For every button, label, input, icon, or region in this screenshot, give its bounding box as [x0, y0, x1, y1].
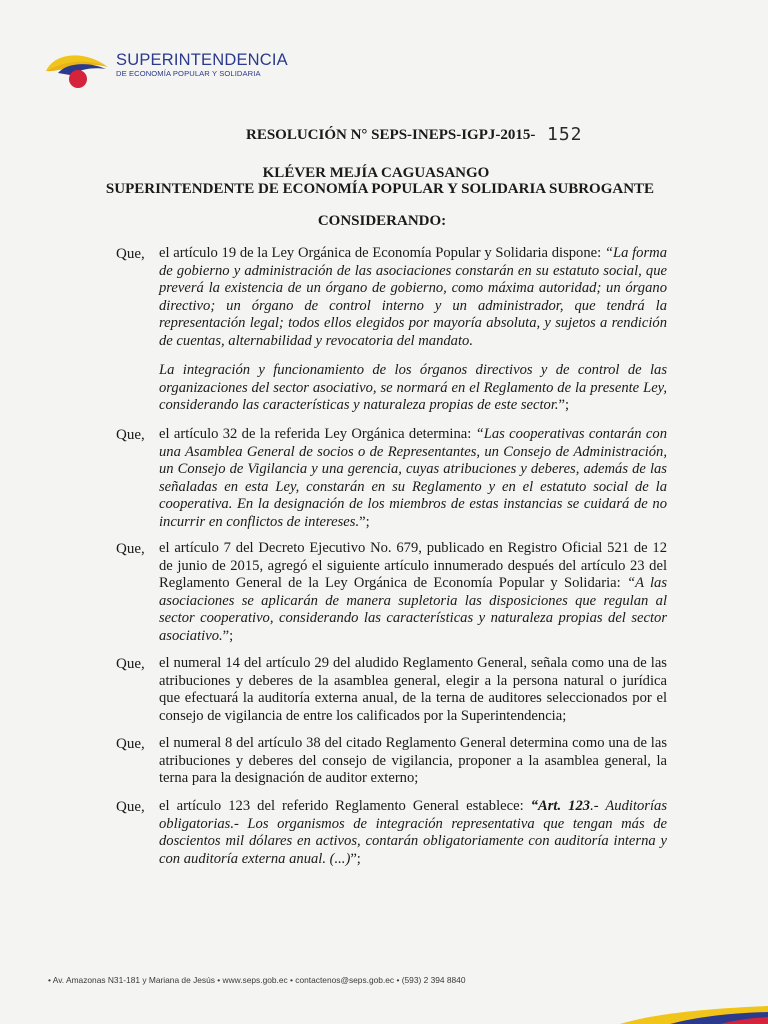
clause-paragraph — [159, 735, 667, 788]
resolution-title: RESOLUCIÓN N° SEPS-INEPS-IGPJ-2015- — [246, 127, 536, 143]
logo-text — [116, 51, 288, 79]
clause-text: el numeral 8 del artículo 38 del citado Reglamento General determina como una de las atribuciones y deberes del consejo de vigilancia, proponer a la asamblea general, la terna para la designación de auditor externo; — [159, 735, 667, 787]
clause-quote-body: .- Auditorías obligatorias.- Los organismos de integración representativa que tengan más de doscientos mil dólares en activos, contarán obligatoriamente con auditoría interna y con auditoría externa anual. (...) — [159, 798, 668, 867]
clause-label: Que, — [116, 799, 145, 815]
clause-paragraph — [159, 426, 667, 532]
seps-emblem-icon — [44, 45, 114, 95]
clause-label: Que, — [116, 736, 145, 752]
clause-quote: “La forma de gobierno y administración de las asociaciones constarán en su estatuto social, que preverá la existencia de un órgano de gobierno, como máxima autoridad; un órgano directivo; un órgano de control interno y un administrador, que tendrá la representación legal; todos ellos elegidos por mayoría absoluta, y sujetos a rendición de cuentas, alternabilidad y revocatoria del mandato. — [159, 245, 667, 349]
seps-logo — [44, 45, 288, 95]
clause-quote: “A las asociaciones se aplicarán de manera supletoria las disposiciones que regulan al sector cooperativo, considerando las características y naturaleza propias del sector asociativo. — [159, 575, 667, 644]
clause-label: Que, — [116, 246, 145, 262]
signatory-name: KLÉVER MEJÍA CAGUASANGO — [262, 165, 490, 181]
clause-paragraph — [159, 655, 667, 725]
clause-text: el artículo 7 del Decreto Ejecutivo No. 679, publicado en Registro Oficial 521 de 12 de junio de 2015, agregó el siguiente artículo innumerado después del artículo 23 del Reglamento General de la Ley Orgánica de Economía Popular y Solidaria: — [159, 540, 667, 592]
clause-paragraph — [159, 540, 667, 646]
logo-subtitle: DE ECONOMÍA POPULAR Y SOLIDARIA — [116, 69, 261, 78]
clause-paragraph — [159, 798, 667, 868]
considerando-heading: CONSIDERANDO: — [317, 213, 447, 229]
clause-end: ”; — [350, 850, 361, 867]
clause-end: ”; — [359, 513, 370, 530]
clause-text: el artículo 19 de la Ley Orgánica de Economía Popular y Solidaria dispone: — [159, 245, 605, 261]
resolution-number: 152 — [547, 124, 583, 145]
clause-quote: La integración y funcionamiento de los órganos directivos y de control de las organizaciones del sector asociativo, se normará en el Reglamento de la presente Ley, considerando las características y naturaleza propias de este sector. — [159, 362, 667, 414]
clause-paragraph — [159, 245, 667, 351]
clause-label: Que, — [116, 427, 145, 443]
footer-contact: • Av. Amazonas N31-181 y Mariana de Jesús • www.seps.gob.ec • contactenos@seps.gob.ec • (593) 2 394 8840 — [48, 975, 466, 985]
signatory-role: SUPERINTENDENTE DE ECONOMÍA POPULAR Y SOLIDARIA SUBROGANTE — [105, 181, 655, 197]
clause-end: ”; — [222, 627, 234, 644]
clause-text: el artículo 32 de la referida Ley Orgánica determina: — [159, 426, 476, 442]
clause-paragraph — [159, 362, 667, 415]
article-ref: “Art. 123 — [530, 798, 591, 814]
logo-title: SUPERINTENDENCIA — [116, 51, 288, 69]
clause-quote: “Las cooperativas contarán con una Asamblea General de socios o de Representantes, un Consejo de Administración, un Consejo de Vigilancia y una gerencia, cuyas atribuciones y deberes, además de las señaladas en esta Ley, constarán en su Reglamento y en el estatuto social de la cooperativa. En la designación de los miembros de estas instancias se cuidará de no incurrir en conflictos de intereses. — [159, 426, 667, 530]
clause-label: Que, — [116, 541, 145, 557]
clause-text: el numeral 14 del artículo 29 del aludido Reglamento General, señala como una de las atribuciones y deberes de la asamblea general, elegir a la persona natural o jurídica que efectuará la auditoría externa anual, de la terna de auditores seleccionados por el consejo de vigilancia de entre los calificados por la Superintendencia; — [159, 655, 667, 724]
clause-label: Que, — [116, 656, 145, 672]
clause-end: ”; — [558, 397, 570, 414]
clause-text: el artículo 123 del referido Reglamento General establece: — [159, 798, 531, 814]
corner-stripe-decoration — [600, 1004, 768, 1024]
